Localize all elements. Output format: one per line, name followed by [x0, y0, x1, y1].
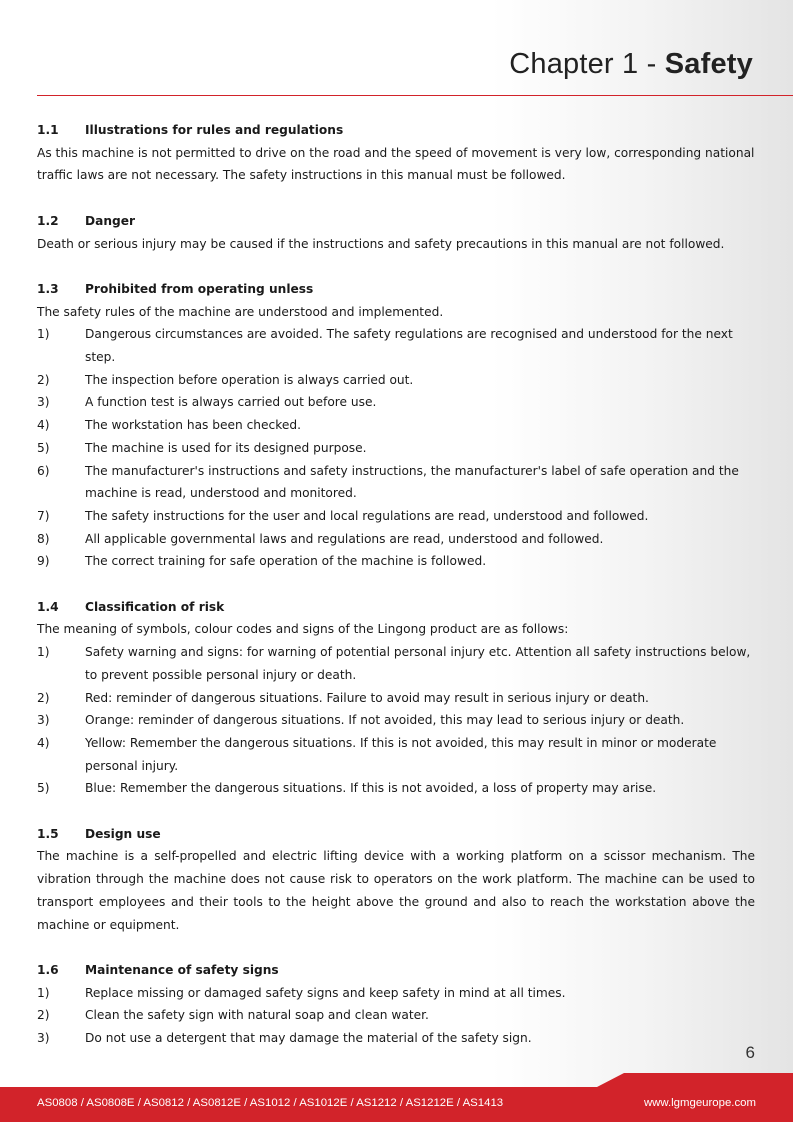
- list-item: [37, 709, 755, 732]
- list-item-number: 1): [37, 985, 50, 1000]
- list-item-number: 3): [37, 395, 50, 410]
- section-number: 1.1: [37, 123, 59, 137]
- footer-model-list: AS0808 / AS0808E / AS0812 / AS0812E / AS1012 / AS1012E / AS1212 / AS1212E / AS1413: [37, 1097, 504, 1109]
- section-title: Illustrations for rules and regulations: [85, 123, 344, 137]
- list-item-text: Dangerous circumstances are avoided. The safety regulations are recognised and understood for the next step.: [85, 327, 733, 364]
- footer-website-link[interactable]: www.lgmgeurope.com: [643, 1097, 756, 1109]
- list-item-number: 4): [37, 735, 50, 750]
- list-item: [37, 777, 755, 800]
- page-number: 6: [745, 1043, 755, 1062]
- list-item-number: 9): [37, 554, 50, 569]
- list-item-number: 3): [37, 713, 50, 728]
- section-number: 1.4: [37, 599, 59, 614]
- list-item-number: 2): [37, 1008, 50, 1023]
- list-item-number: 8): [37, 531, 50, 546]
- section-title: Classification of risk: [85, 599, 225, 614]
- list-item: [37, 414, 755, 437]
- list-item-number: 3): [37, 1031, 50, 1046]
- list-item-text: All applicable governmental laws and regulations are read, understood and followed.: [85, 531, 604, 546]
- list-item-text: Red: reminder of dangerous situations. Failure to avoid may result in serious injury or death.: [85, 690, 649, 705]
- list-item-text: The correct training for safe operation of the machine is followed.: [85, 554, 487, 569]
- section-heading: [37, 119, 755, 142]
- list-item-text: Do not use a detergent that may damage the material of the safety sign.: [85, 1031, 532, 1046]
- list-item-number: 5): [37, 440, 50, 455]
- chapter-header: [509, 48, 753, 81]
- section-heading: [37, 596, 755, 619]
- list-item-text: The machine is used for its designed purpose.: [85, 440, 367, 455]
- section-heading: [37, 959, 755, 982]
- section-heading: [37, 823, 755, 846]
- list-item: [37, 528, 755, 551]
- list-item: [37, 641, 755, 686]
- list-item: [37, 437, 755, 460]
- section-number: 1.2: [37, 213, 59, 228]
- section-1-5: [37, 823, 755, 937]
- list-item: [37, 460, 755, 505]
- list-item: [37, 550, 755, 573]
- section-heading: [37, 210, 755, 233]
- section-number: 1.6: [37, 962, 59, 977]
- section-paragraph: The machine is a self-propelled and electric lifting device with a working platform on a scissor mechanism. The vibration through the machine does not cause risk to operators on the work platform. The machine can be used to transport employees and their tools to the height above the ground and also to reach the workstation above the machine or equipment.: [37, 849, 755, 932]
- section-title: Danger: [85, 213, 136, 228]
- section-title: Prohibited from operating unless: [85, 281, 314, 296]
- list-item-text: Orange: reminder of dangerous situations. If not avoided, this may lead to serious injury or death.: [85, 713, 685, 728]
- section-1-4: [37, 596, 755, 800]
- section-paragraph: Death or serious injury may be caused if the instructions and safety precautions in this manual are not followed.: [37, 236, 725, 251]
- list-item: [37, 1004, 755, 1027]
- section-1-6: [37, 959, 755, 1050]
- list-item-text: The workstation has been checked.: [85, 418, 301, 433]
- list-item-number: 1): [37, 327, 50, 342]
- list-item: [37, 391, 755, 414]
- section-1-2: [37, 210, 755, 255]
- section-paragraph: The meaning of symbols, colour codes and signs of the Lingong product are as follows:: [37, 622, 569, 637]
- list-item-text: Yellow: Remember the dangerous situations. If this is not avoided, this may result in minor or moderate personal injury.: [85, 735, 717, 773]
- list-item-text: The safety instructions for the user and local regulations are read, understood and followed.: [85, 508, 649, 523]
- section-paragraph: The safety rules of the machine are understood and implemented.: [37, 304, 444, 319]
- list-item: [37, 369, 755, 392]
- header-divider: [37, 95, 793, 96]
- section-heading: [37, 278, 755, 301]
- list-item-number: 5): [37, 781, 50, 796]
- list-item-text: A function test is always carried out before use.: [85, 395, 377, 410]
- section-title: Design use: [85, 826, 161, 841]
- section-paragraph: As this machine is not permitted to drive on the road and the speed of movement is very low, corresponding national traffic laws are not necessary. The safety instructions in this manual must be followed.: [37, 145, 755, 183]
- section-number: 1.5: [37, 826, 59, 841]
- section-1-1: [37, 119, 755, 187]
- list-item: [37, 1027, 755, 1050]
- list-item: [37, 323, 755, 368]
- list-item-number: 6): [37, 463, 50, 478]
- list-item-text: The inspection before operation is always carried out.: [85, 372, 414, 387]
- section-number: 1.3: [37, 281, 59, 296]
- list-item: [37, 505, 755, 528]
- list-item-text: Safety warning and signs: for warning of potential personal injury etc. Attention all safety instructions below, to prevent possible personal injury or death.: [85, 645, 751, 682]
- list-item: [37, 732, 755, 777]
- list-item-number: 2): [37, 372, 50, 387]
- list-item-number: 4): [37, 418, 50, 433]
- section-1-3: [37, 278, 755, 573]
- list-item-number: 2): [37, 690, 50, 705]
- list-item: [37, 982, 755, 1005]
- chapter-title: Safety: [664, 48, 753, 80]
- list-item-text: Clean the safety sign with natural soap and clean water.: [85, 1008, 429, 1023]
- list-item-number: 7): [37, 508, 50, 523]
- list-item-text: The manufacturer's instructions and safety instructions, the manufacturer's label of safe operation and the machine is read, understood and monitored.: [85, 463, 739, 501]
- chapter-label: Chapter 1 -: [509, 48, 665, 80]
- list-item-number: 1): [37, 645, 50, 660]
- document-body: [37, 119, 755, 1072]
- list-item: [37, 687, 755, 710]
- list-item-text: Replace missing or damaged safety signs and keep safety in mind at all times.: [85, 985, 566, 1000]
- footer-bar: [0, 1073, 793, 1122]
- list-item-text: Blue: Remember the dangerous situations. If this is not avoided, a loss of property may arise.: [85, 781, 657, 796]
- section-title: Maintenance of safety signs: [85, 962, 279, 977]
